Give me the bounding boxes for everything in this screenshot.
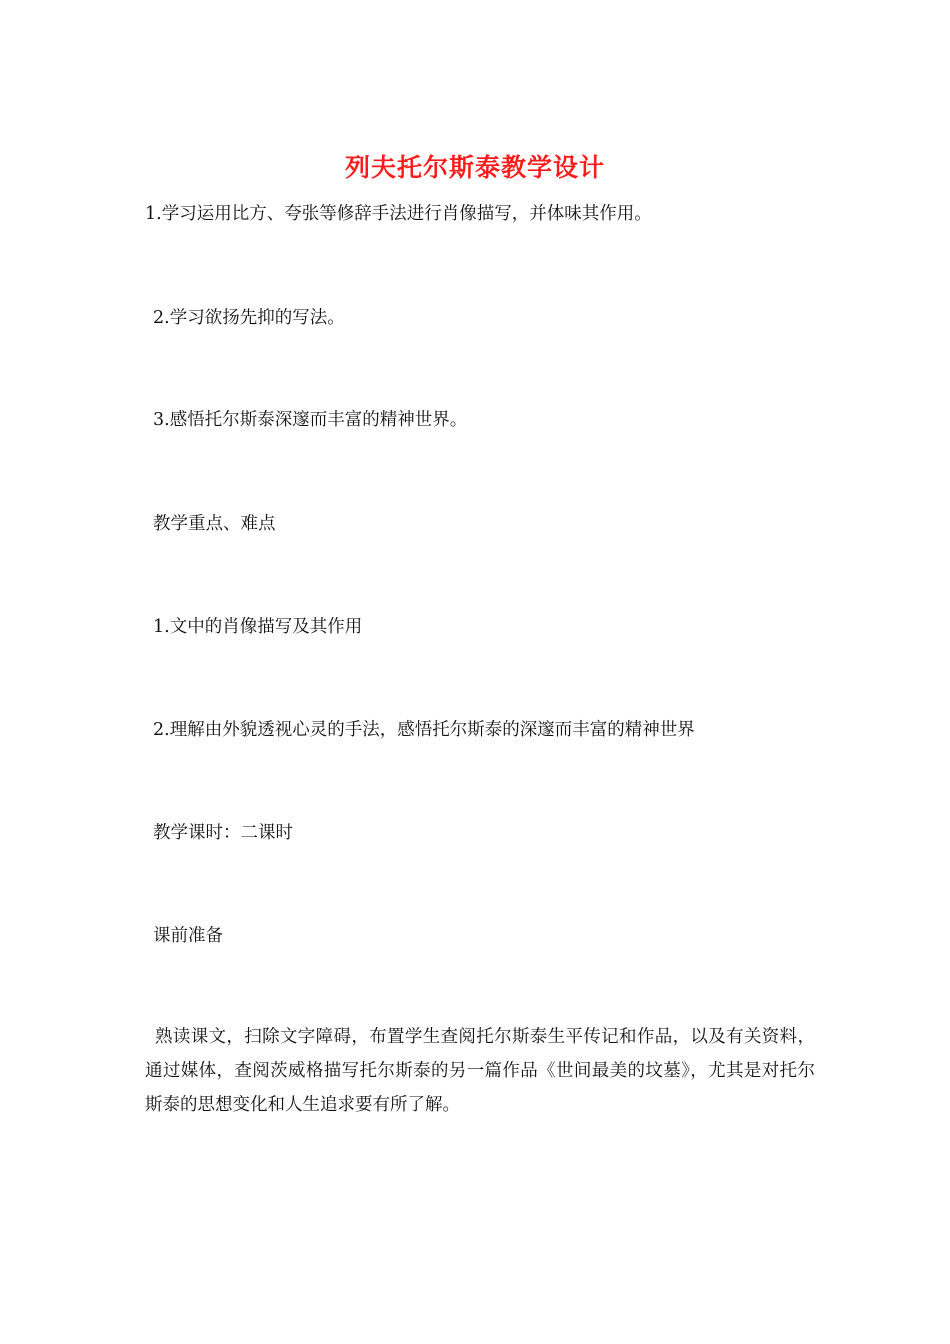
key-point-2: 2.理解由外貌透视心灵的手法，感悟托尔斯泰的深邃而丰富的精神世界: [153, 720, 695, 740]
preparation-paragraph: 熟读课文，扫除文字障碍，布置学生查阅托尔斯泰生平传记和作品，以及有关资料，通过媒体，查阅茨威格描写托尔斯泰的另一篇作品《世间最美的坟墓》，尤其是对托尔斯泰的思想变化和人生追求要有所了解。: [145, 1027, 815, 1115]
objective-2: 2.学习欲扬先抑的写法。: [153, 308, 345, 328]
document-title: 列夫托尔斯泰教学设计: [344, 153, 605, 182]
objective-1: 1.学习运用比方、夸张等修辞手法进行肖像描写，并体味其作用。: [145, 204, 652, 224]
objective-3: 3.感悟托尔斯泰深邃而丰富的精神世界。: [153, 410, 468, 430]
section-heading-preparation: 课前准备: [153, 926, 223, 946]
class-hours: 教学课时：二课时: [153, 823, 293, 843]
key-point-1: 1.文中的肖像描写及其作用: [153, 617, 363, 637]
section-heading-key-points: 教学重点、难点: [153, 514, 276, 534]
